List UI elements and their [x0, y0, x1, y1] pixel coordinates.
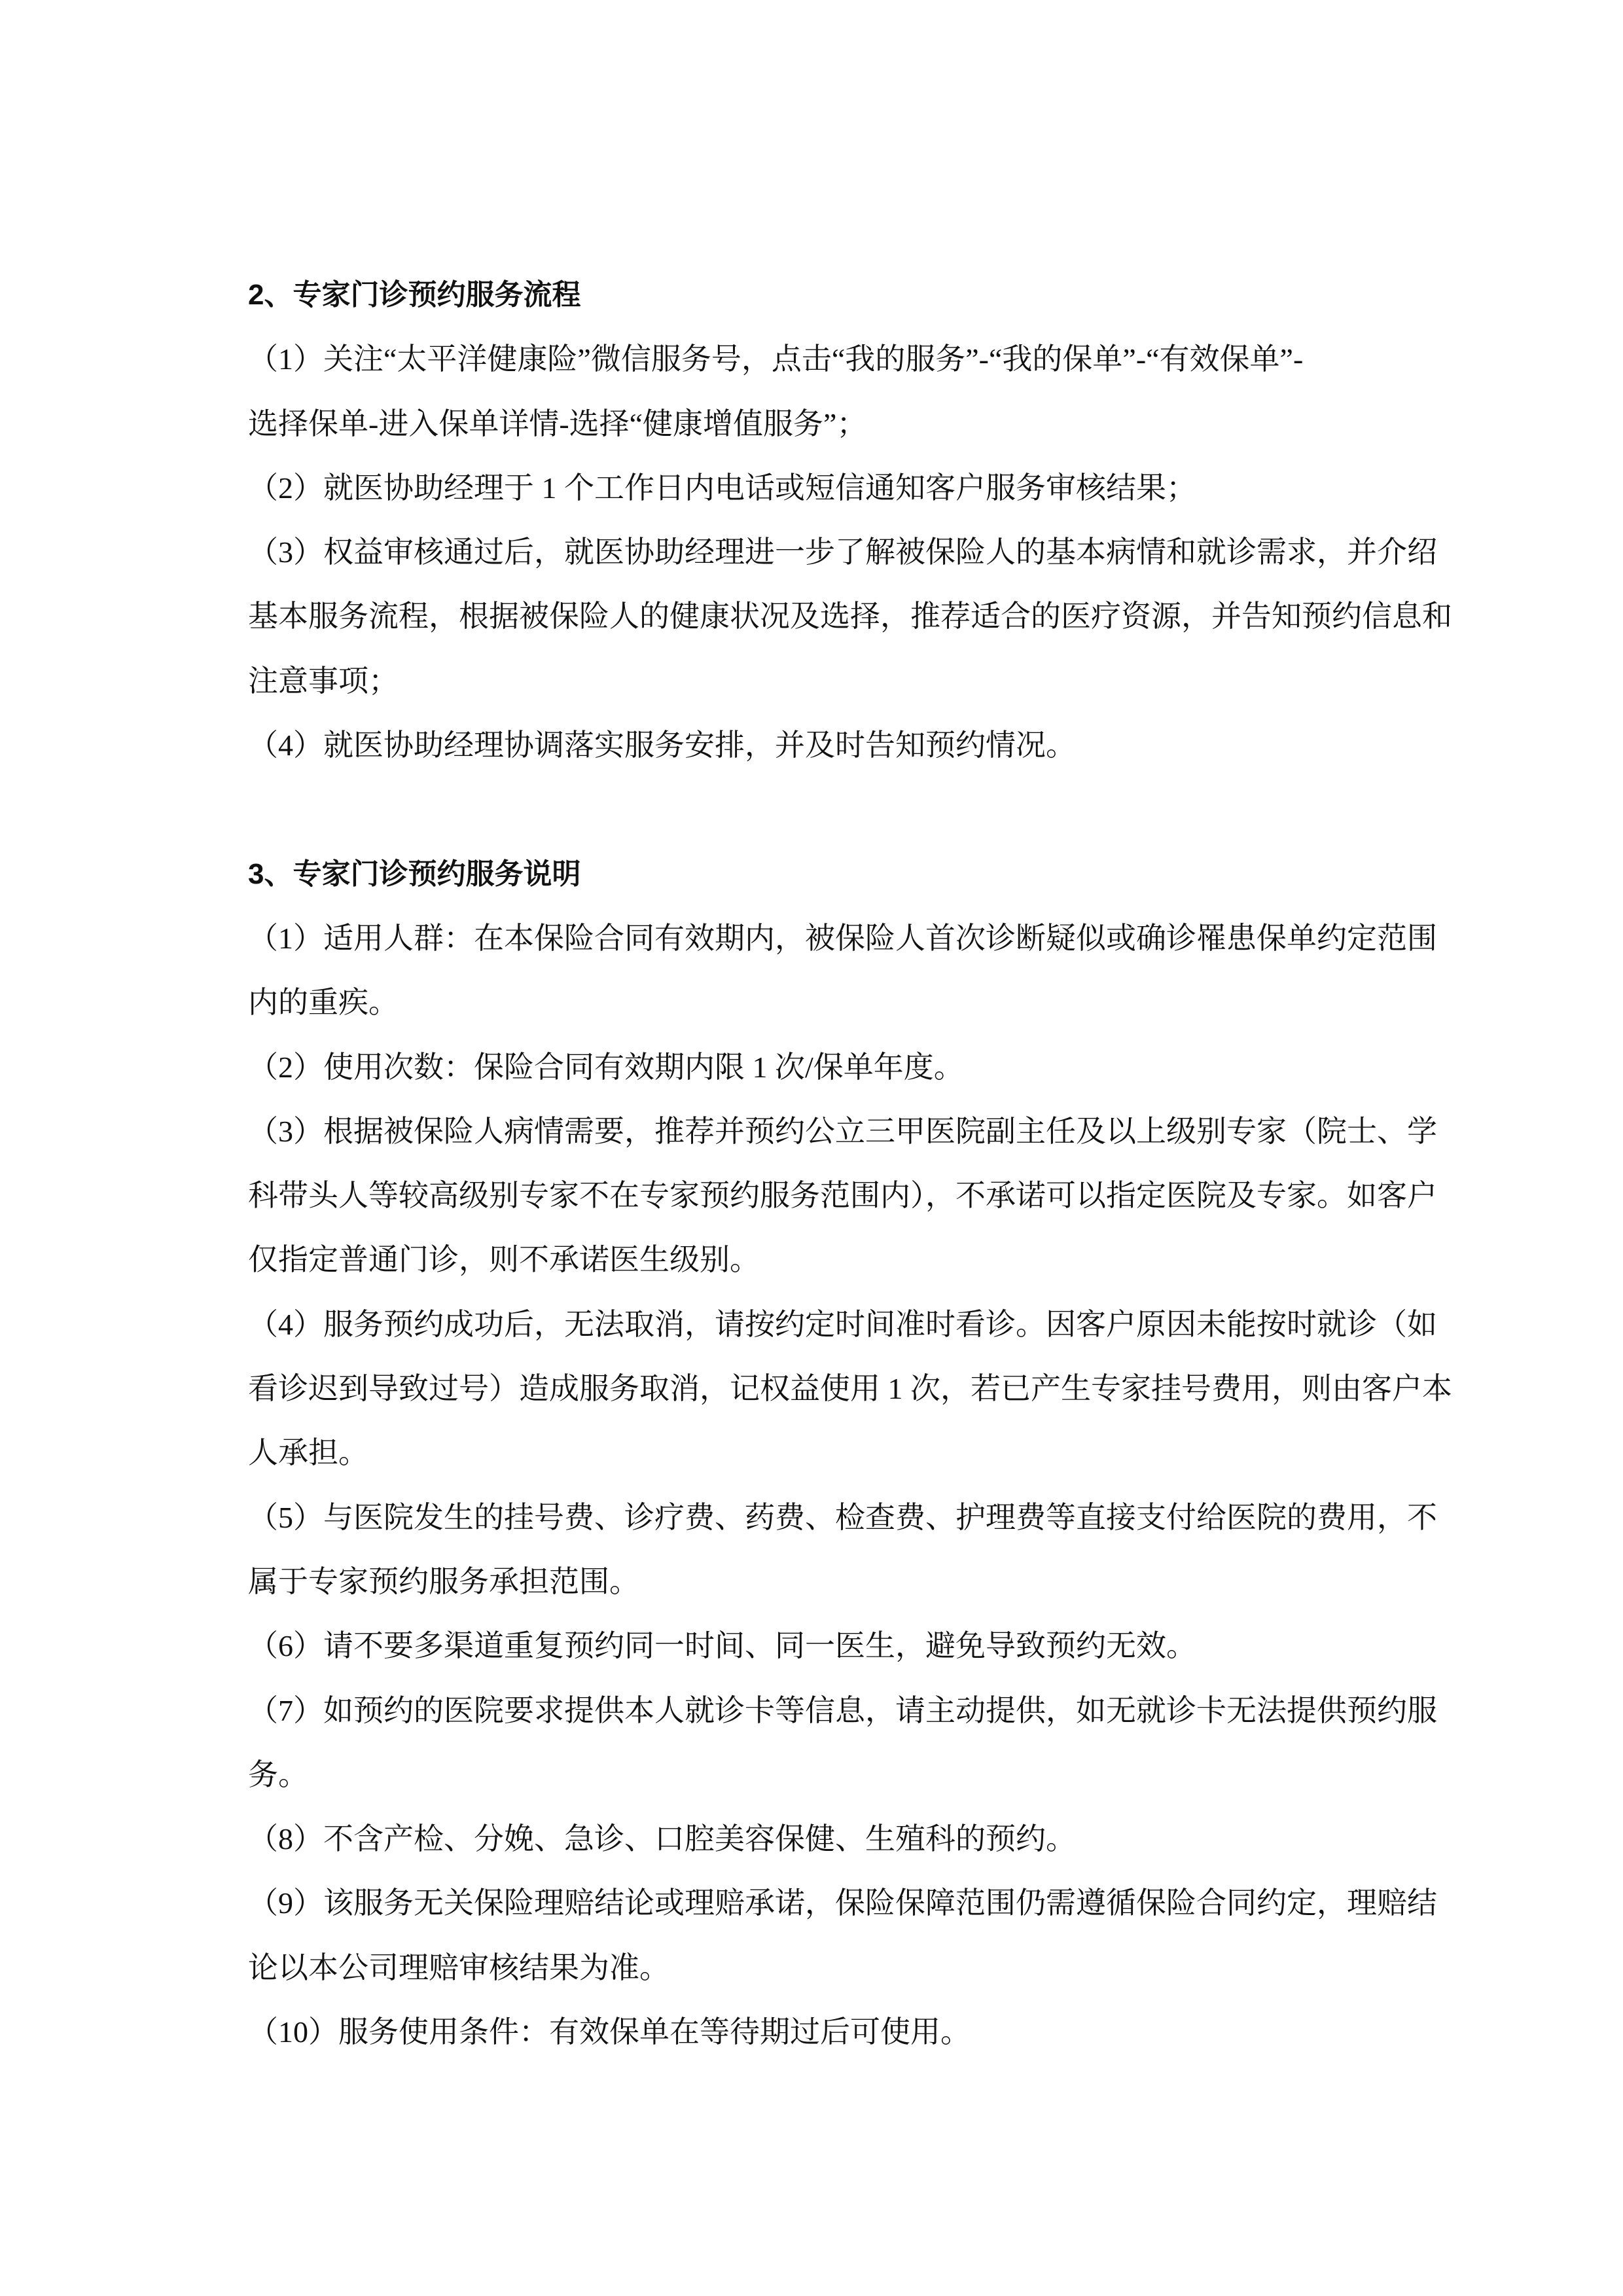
text-line: （9）该服务无关保险理赔结论或理赔承诺，保险保障范围仍需遵循保险合同约定，理赔结	[248, 1886, 1437, 1920]
list-item	[248, 1293, 1452, 1486]
text-line: （6）请不要多渠道重复预约同一时间、同一医生，避免导致预约无效。	[248, 1629, 1196, 1663]
text-line: （2）使用次数：保险合同有效期内限 1 次/保单年度。	[248, 1050, 964, 1084]
list-item	[248, 327, 1400, 456]
text-line: 注意事项；	[248, 664, 399, 698]
text-line: （3）根据被保险人病情需要，推荐并预约公立三甲医院副主任及以上级别专家（院士、学	[248, 1114, 1437, 1148]
text-line: （5）与医院发生的挂号费、诊疗费、药费、检查费、护理费等直接支付给医院的费用，不	[248, 1500, 1437, 1534]
text-line: 看诊迟到导致过号）造成服务取消，记权益使用 1 次，若已产生专家挂号费用，则由客户本	[248, 1372, 1452, 1406]
text-line: （3）权益审核通过后，就医协助经理进一步了解被保险人的基本病情和就诊需求，并介绍	[248, 535, 1437, 569]
text-line: 仅指定普通门诊，则不承诺医生级别。	[248, 1243, 760, 1277]
text-line: （2）就医协助经理于 1 个工作日内电话或短信通知客户服务审核结果；	[248, 471, 1196, 505]
text-line: 人承担。	[248, 1436, 368, 1470]
section-heading: 2、专家门诊预约服务流程	[248, 279, 581, 311]
text-line: 论以本公司理赔审核结果为准。	[248, 1950, 669, 1984]
text-line: （1）适用人群：在本保险合同有效期内，被保险人首次诊断疑似或确诊罹患保单约定范围	[248, 921, 1437, 955]
list-item	[248, 1679, 1437, 1808]
text-line: 务。	[248, 1757, 308, 1791]
list-item	[248, 1614, 1400, 1678]
text-line: （4）就医协助经理协调落实服务安排，并及时告知预约情况。	[248, 728, 1076, 762]
list-item	[248, 1486, 1437, 1615]
list-item	[248, 1807, 1400, 1871]
text-line: （7）如预约的医院要求提供本人就诊卡等信息，请主动提供，如无就诊卡无法提供预约服	[248, 1693, 1437, 1727]
section-spacer	[248, 778, 1400, 842]
section-heading: 3、专家门诊预约服务说明	[248, 857, 581, 890]
text-line: 基本服务流程，根据被保险人的健康状况及选择，推荐适合的医疗资源，并告知预约信息和	[248, 600, 1452, 634]
list-item	[248, 713, 1400, 778]
text-line: 内的重疾。	[248, 986, 399, 1020]
list-item	[248, 906, 1437, 1035]
text-line: （1）关注“太平洋健康险”微信服务号，点击“我的服务”-“我的保单”-“有效保单”-	[248, 342, 1304, 376]
text-line: （8）不含产检、分娩、急诊、口腔美容保健、生殖科的预约。	[248, 1822, 1076, 1856]
list-item	[248, 1100, 1437, 1293]
list-item	[248, 2000, 1400, 2064]
text-line: 科带头人等较高级别专家不在专家预约服务范围内），不承诺可以指定医院及专家。如客户	[248, 1179, 1437, 1213]
list-item	[248, 456, 1400, 520]
document-page	[248, 263, 1452, 2064]
list-item	[248, 1035, 1400, 1100]
text-line: 选择保单-进入保单详情-选择“健康增值服务”；	[248, 406, 867, 440]
text-line: （10）服务使用条件：有效保单在等待期过后可使用。	[248, 2015, 971, 2049]
list-item	[248, 520, 1452, 713]
text-line: 属于专家预约服务承担范围。	[248, 1564, 639, 1598]
text-line: （4）服务预约成功后，无法取消，请按约定时间准时看诊。因客户原因未能按时就诊（如	[248, 1307, 1437, 1341]
list-item	[248, 1871, 1437, 2000]
